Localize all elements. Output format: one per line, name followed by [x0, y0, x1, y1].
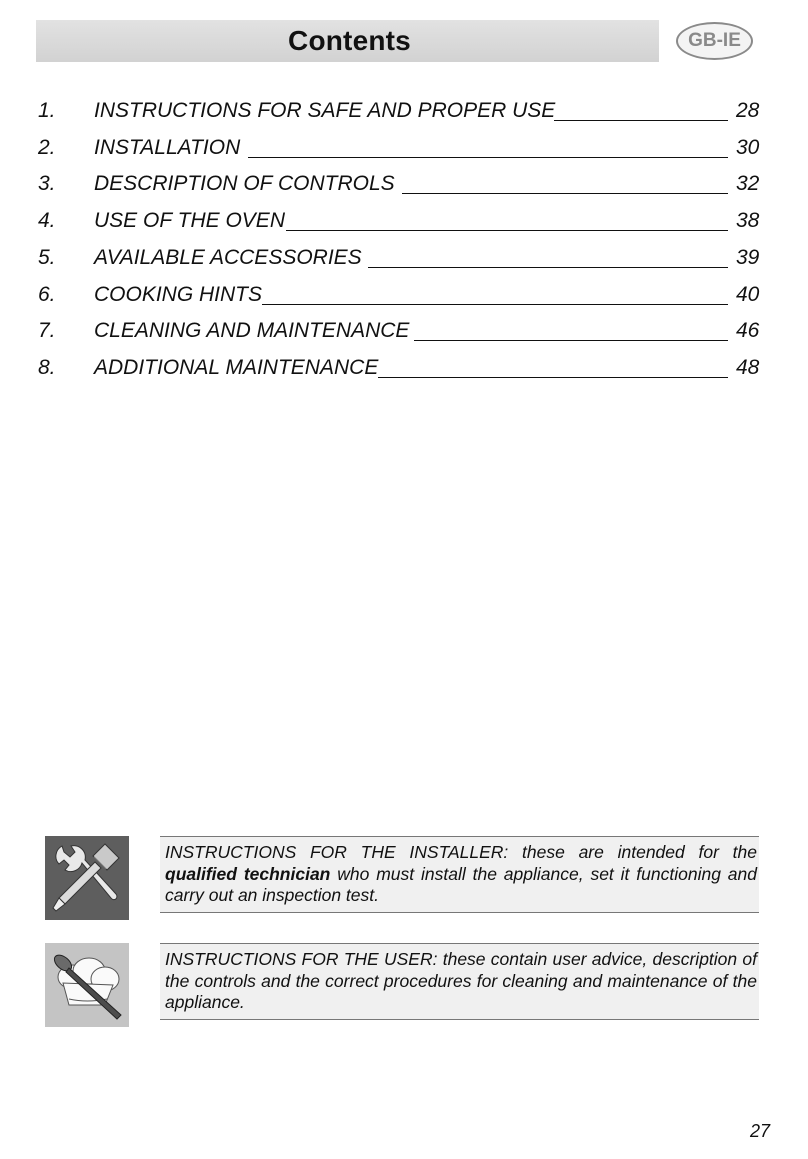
toc-page: 30	[736, 136, 760, 159]
toc-leader	[248, 157, 728, 158]
toc-title: INSTRUCTIONS FOR SAFE AND PROPER USE	[94, 99, 556, 122]
user-note-text: INSTRUCTIONS FOR THE USER: these contain user advice, description of the controls and the correct procedures for cleaning and maintenance of the appliance.	[160, 943, 759, 1020]
installer-note-text	[160, 836, 759, 913]
toc-entry[interactable]	[0, 169, 808, 199]
toc-page: 48	[736, 356, 760, 379]
toc-leader	[378, 377, 728, 378]
toc-entry[interactable]	[0, 280, 808, 310]
toc-leader	[262, 304, 728, 305]
toc-page: 46	[736, 319, 760, 342]
installer-note-intro: INSTRUCTIONS FOR THE INSTALLER: these are intended for the	[165, 842, 757, 862]
toc-title: INSTALLATION	[94, 136, 241, 159]
toc-leader	[368, 267, 728, 268]
toc-number: 1.	[38, 99, 56, 122]
language-badge: GB-IE	[676, 22, 753, 60]
toc-title: CLEANING AND MAINTENANCE	[94, 319, 410, 342]
toc-title: AVAILABLE ACCESSORIES	[94, 246, 362, 269]
toc-leader	[554, 120, 728, 121]
toc-page: 28	[736, 99, 760, 122]
toc-page: 40	[736, 283, 760, 306]
toc-entry[interactable]	[0, 206, 808, 236]
chef-hat-spoon-icon	[45, 943, 129, 1027]
toc-title: USE OF THE OVEN	[94, 209, 285, 232]
page-number: 27	[749, 1121, 770, 1141]
toc-leader	[402, 193, 728, 194]
toc-entry[interactable]	[0, 243, 808, 273]
toc-entry[interactable]	[0, 353, 808, 383]
toc-page: 38	[736, 209, 760, 232]
toc-number: 6.	[38, 283, 56, 306]
toc-leader	[414, 340, 728, 341]
page-title: Contents	[288, 25, 411, 56]
toc-entry[interactable]	[0, 316, 808, 346]
toc-number: 8.	[38, 356, 56, 379]
installer-note-rest: who must install the appliance, set it functioning and carry out an inspection test.	[165, 863, 757, 905]
wrench-screwdriver-icon	[45, 836, 129, 920]
toc-page: 32	[736, 172, 760, 195]
toc-entry[interactable]	[0, 133, 808, 163]
toc-number: 4.	[38, 209, 56, 232]
toc-leader	[286, 230, 728, 231]
toc-number: 5.	[38, 246, 56, 269]
toc-number: 7.	[38, 319, 56, 342]
header-bar	[36, 20, 659, 62]
toc-entry[interactable]	[0, 96, 808, 126]
toc-title: COOKING HINTS	[94, 283, 263, 306]
toc-title: DESCRIPTION OF CONTROLS	[94, 172, 395, 195]
toc-title: ADDITIONAL MAINTENANCE	[94, 356, 379, 379]
toc-number: 2.	[38, 136, 56, 159]
toc-number: 3.	[38, 172, 56, 195]
installer-note-emphasis: qualified technician	[165, 863, 331, 884]
toc-page: 39	[736, 246, 760, 269]
